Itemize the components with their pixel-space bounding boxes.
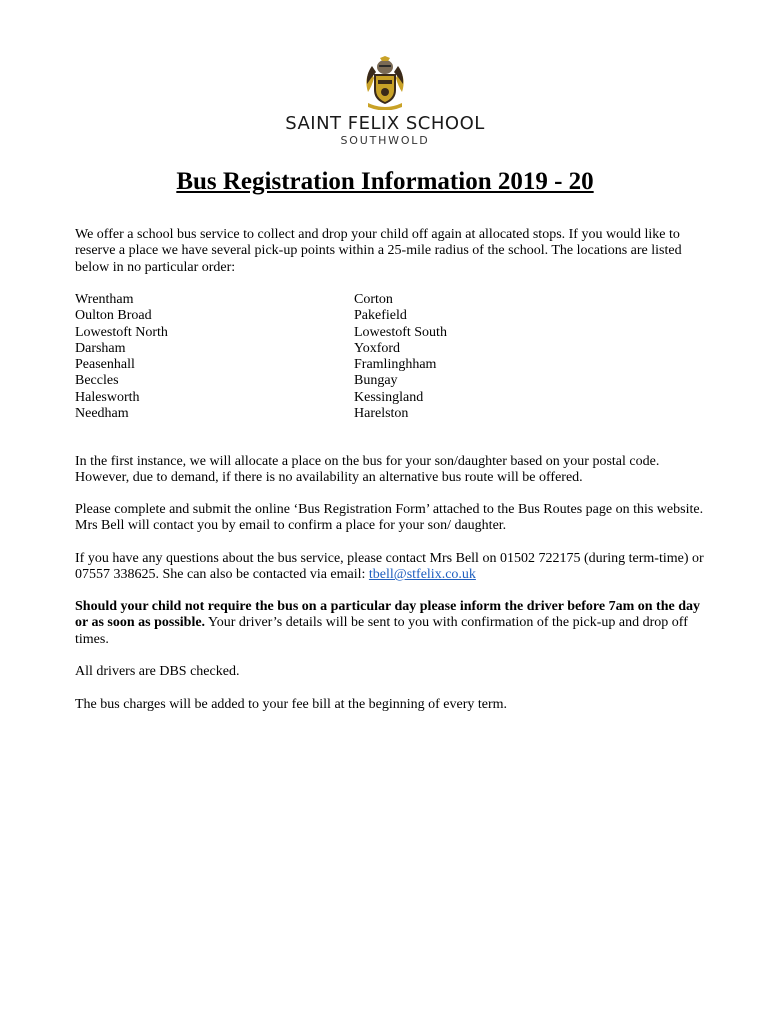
allocation-paragraph: In the first instance, we will allocate a place on the bus for your son/daughter based on your postal code. However, due to demand, if there is no availability an alternative bus route will be offered. [75, 454, 660, 486]
locations-left-column [75, 292, 168, 422]
location-item: Lowestoft South [354, 324, 447, 340]
location-item: Oulton Broad [75, 308, 152, 324]
location-item: Darsham [75, 340, 126, 356]
school-town: SOUTHWOLD [340, 134, 430, 147]
form-paragraph: Please complete and submit the online ‘Bus Registration Form’ attached to the Bus Routes page on this website. Mrs Bell will contact you by email to confirm a place for your son/ daughter. [75, 502, 704, 534]
dbs-paragraph: All drivers are DBS checked. [75, 664, 240, 679]
location-item: Beccles [75, 373, 119, 389]
location-item: Needham [75, 406, 129, 422]
location-item: Halesworth [75, 389, 140, 405]
location-item: Yoxford [354, 340, 401, 356]
location-item: Kessingland [354, 389, 424, 405]
location-item: Lowestoft North [75, 324, 168, 340]
location-item: Peasenhall [75, 357, 135, 373]
notice-paragraph [75, 599, 705, 648]
intro-paragraph: We offer a school bus service to collect and drop your child off again at allocated stops. If you would like to reserve a place we have several pick-up points within a 25-mile radius of the school. The locations are listed below in no particular order: [75, 227, 682, 275]
notice-bold-text: Should your child not require the bus on a particular day please inform the driver before 7am on the day or as soon as possible. [75, 599, 700, 631]
location-item: Corton [354, 292, 393, 307]
school-name: SAINT FELIX SCHOOL [285, 113, 485, 134]
contact-paragraph [75, 551, 705, 584]
contact-email-link[interactable]: tbell@stfelix.co.uk [368, 567, 476, 583]
location-item: Bungay [354, 373, 398, 389]
location-item: Wrentham [75, 292, 134, 307]
notice-text: Your driver’s details will be sent to you with confirmation of the pick-up and drop off times. [75, 615, 688, 647]
location-item: Harelston [354, 406, 409, 422]
school-crest-icon [362, 56, 408, 110]
location-item: Framlinghham [354, 357, 437, 373]
locations-right-column [354, 292, 447, 422]
contact-text: If you have any questions about the bus service, please contact Mrs Bell on 01502 722175 (during term-time) or 07557 338625. She can also be contacted via email: [75, 551, 704, 583]
page-title: Bus Registration Information 2019 - 20 [176, 168, 594, 195]
location-item: Pakefield [354, 308, 407, 324]
charges-paragraph: The bus charges will be added to your fee bill at the beginning of every term. [75, 697, 508, 712]
